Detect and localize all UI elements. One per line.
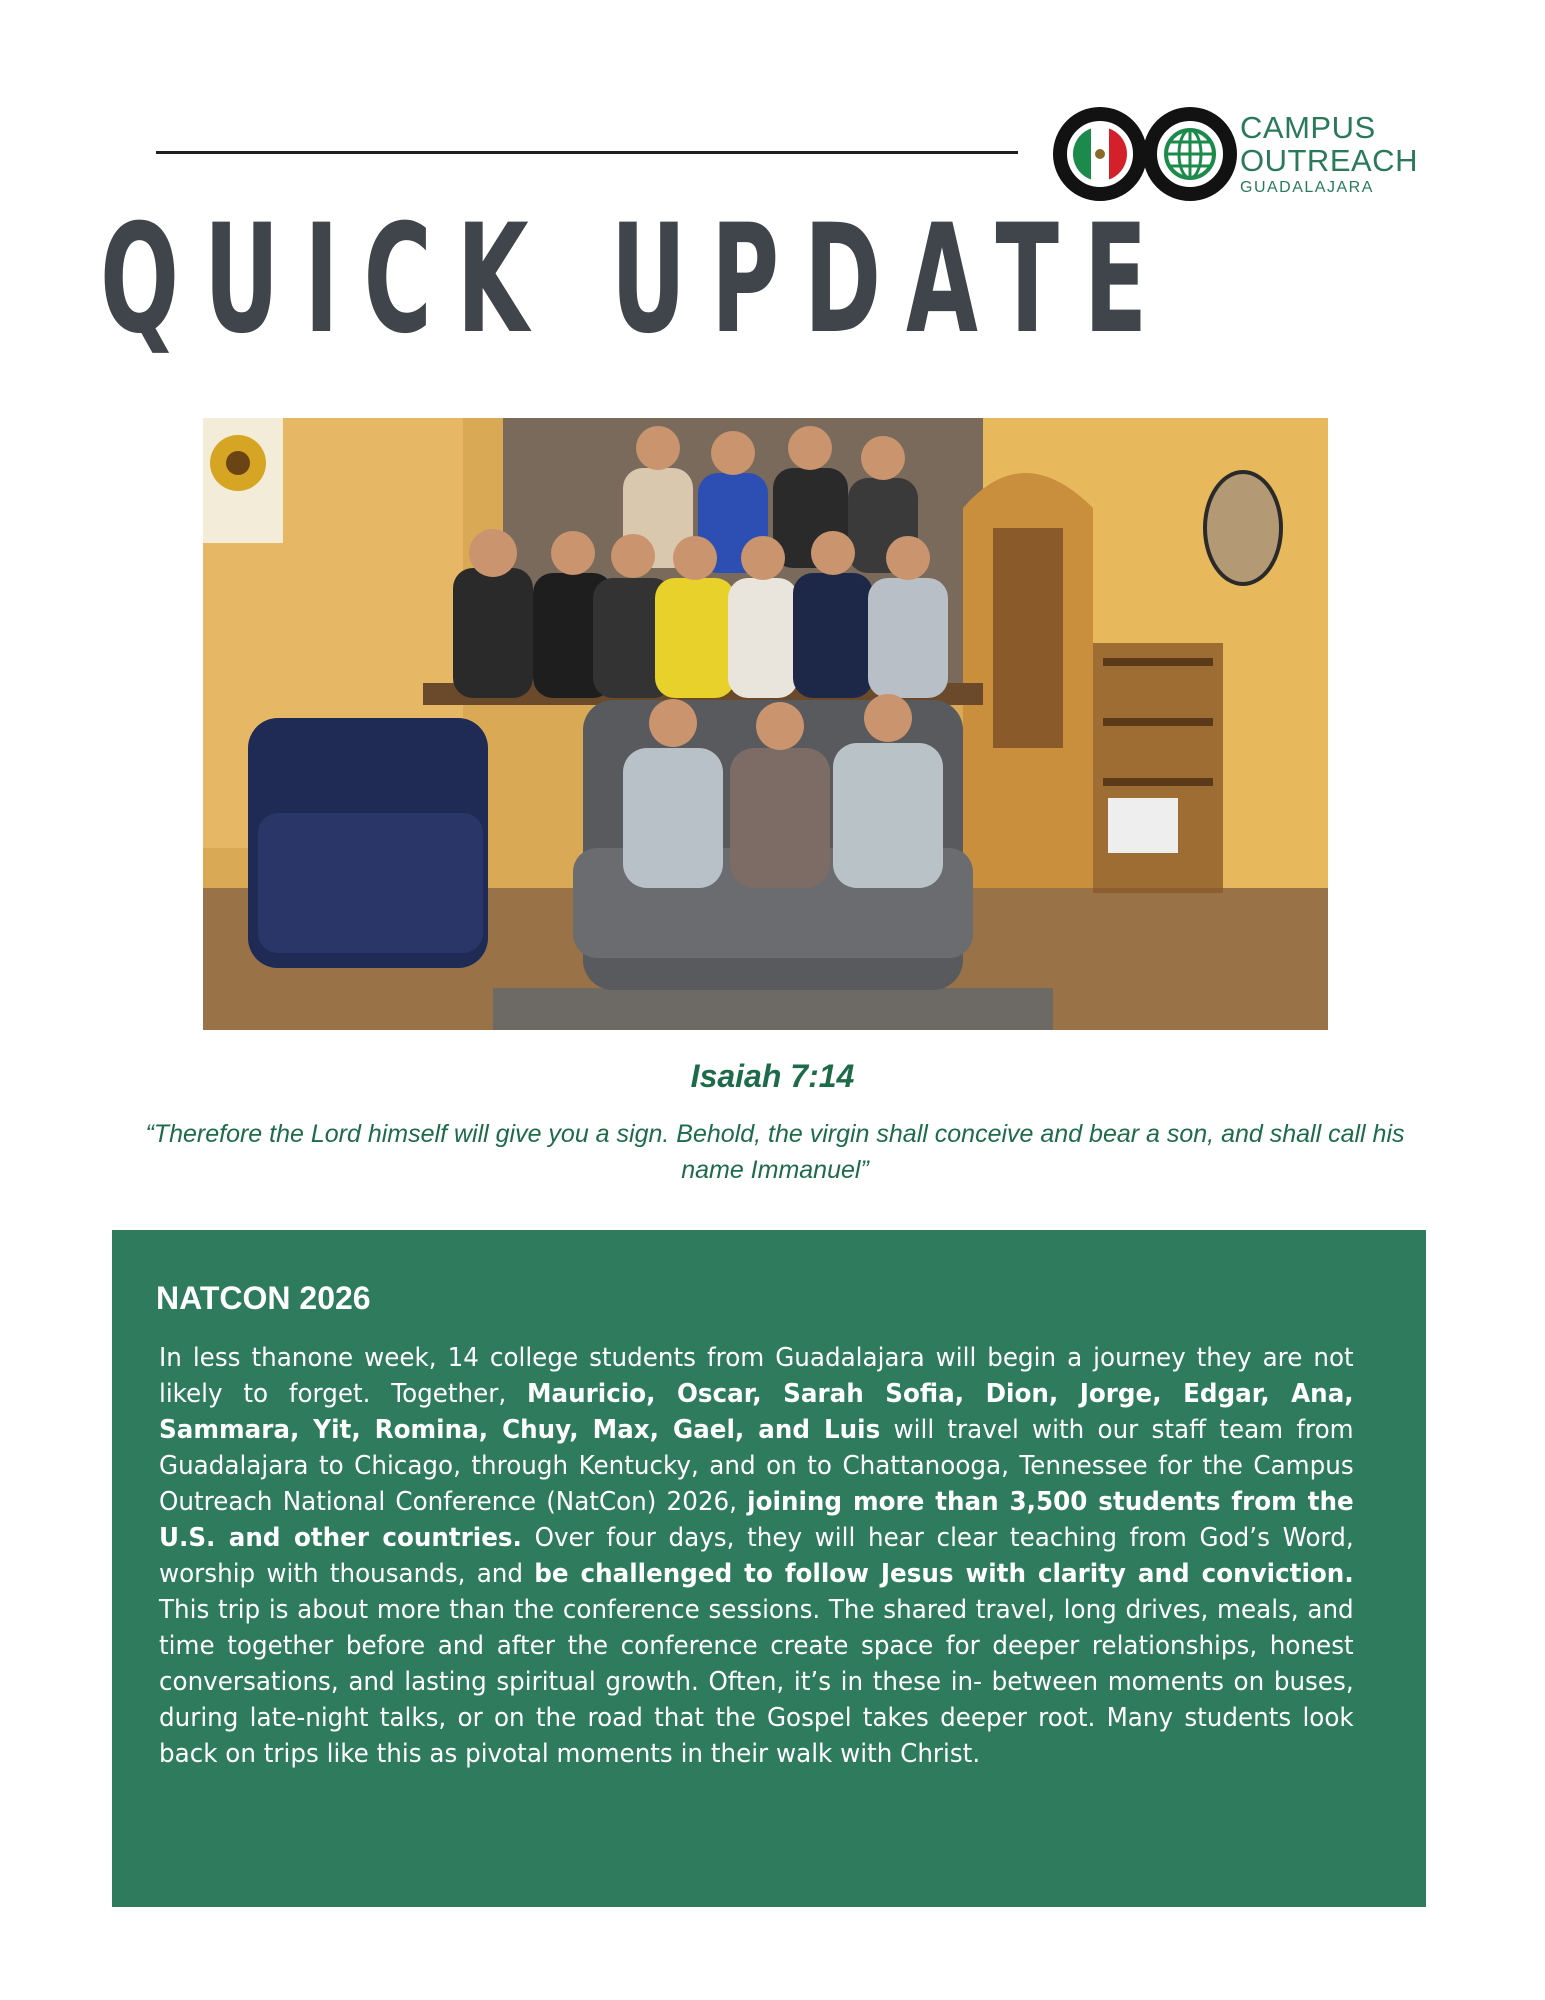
campus-outreach-logo (1052, 104, 1432, 204)
logo-line-campus: CAMPUS (1240, 110, 1376, 145)
group-photo (203, 418, 1328, 1030)
natcon-body (159, 1340, 1354, 1772)
body-text-1: In less thanone week, 14 college students from Guadalajara will begin a journey they are not likely to forget. Together, (159, 1343, 1354, 1409)
infinity-flag-globe-icon (1052, 104, 1242, 204)
body-bold-challenge: be challenged to follow Jesus with clarity and conviction. (534, 1559, 1354, 1589)
body-text-4: This trip is about more than the conference sessions. The shared travel, long drives, meals, and time together before and after the conference create space for deeper relationships, honest conversations, and lasting spiritual growth. Often, it’s in these in- between moments on buses, during late-night talks, or on the road that the Gospel takes deeper root. Many students look back on trips like this as pivotal moments in their walk with Christ. (159, 1595, 1354, 1769)
body-bold-students: joining more than 3,500 students from the U.S. and other countries. (159, 1487, 1354, 1553)
logo-line-city: GUADALAJARA (1240, 179, 1374, 196)
verse-reference: Isaiah 7:14 (690, 1058, 855, 1094)
verse-quote: “Therefore the Lord himself will give you a sign. Behold, the virgin shall conceive and bear a son, and shall call his name Immanuel” (145, 1120, 1405, 1184)
page-title: QUICK UPDATE (100, 193, 1173, 367)
logo-line-outreach: OUTREACH (1240, 143, 1418, 178)
section-title: NATCON 2026 (156, 1280, 371, 1316)
body-text-2: will travel with our staff team from Guadalajara to Chicago, through Kentucky, and on to Chattanooga, Tennessee for the Campus Outreach National Conference (NatCon) 2026, (159, 1415, 1354, 1517)
body-bold-names: Mauricio, Oscar, Sarah Sofia, Dion, Jorge, Edgar, Ana, Sammara, Yit, Romina, Chuy, Max, Gael, and Luis (159, 1379, 1354, 1445)
body-text-3: Over four days, they will hear clear teaching from God’s Word, worship with thousands, and (159, 1523, 1354, 1589)
header-rule (156, 151, 1018, 154)
